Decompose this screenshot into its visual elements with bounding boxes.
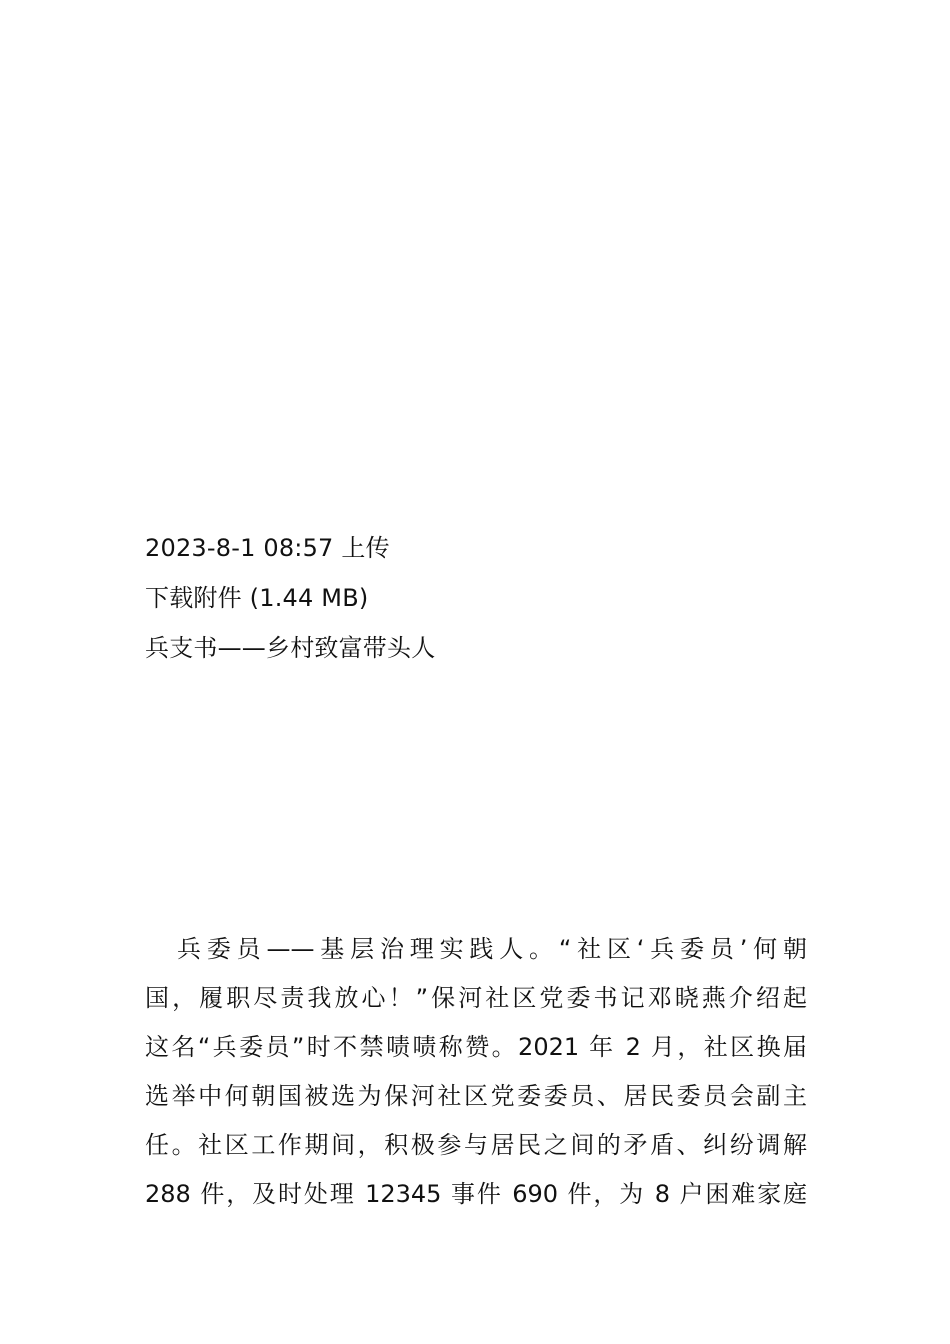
attachment-size: (1.44 MB) bbox=[249, 584, 369, 612]
paragraph-line: 兵委员——基层治理实践人。“社区‘兵委员’何朝 bbox=[177, 935, 807, 963]
body-paragraph bbox=[145, 925, 807, 1219]
download-attachment-label: 下载附件 bbox=[145, 584, 242, 612]
upload-action: 上传 bbox=[341, 534, 390, 562]
paragraph-line: 选举中何朝国被选为保河社区党委委员、居民委员会副主 bbox=[145, 1082, 807, 1110]
download-attachment-link[interactable] bbox=[145, 582, 368, 614]
paragraph-line: 288 件，及时处理 12345 事件 690 件，为 8 户困难家庭 bbox=[145, 1180, 807, 1208]
paragraph-line: 这名“兵委员”时不禁啧啧称赞。2021 年 2 月，社区换届 bbox=[145, 1033, 807, 1061]
paragraph-line: 任。社区工作期间，积极参与居民之间的矛盾、纠纷调解 bbox=[145, 1131, 807, 1159]
section-title: 兵支书——乡村致富带头人 bbox=[145, 634, 436, 662]
upload-datetime: 2023-8-1 08:57 bbox=[145, 534, 334, 562]
paragraph-line: 国，履职尽责我放心！”保河社区党委书记邓晓燕介绍起 bbox=[145, 984, 807, 1012]
upload-info bbox=[145, 532, 390, 564]
